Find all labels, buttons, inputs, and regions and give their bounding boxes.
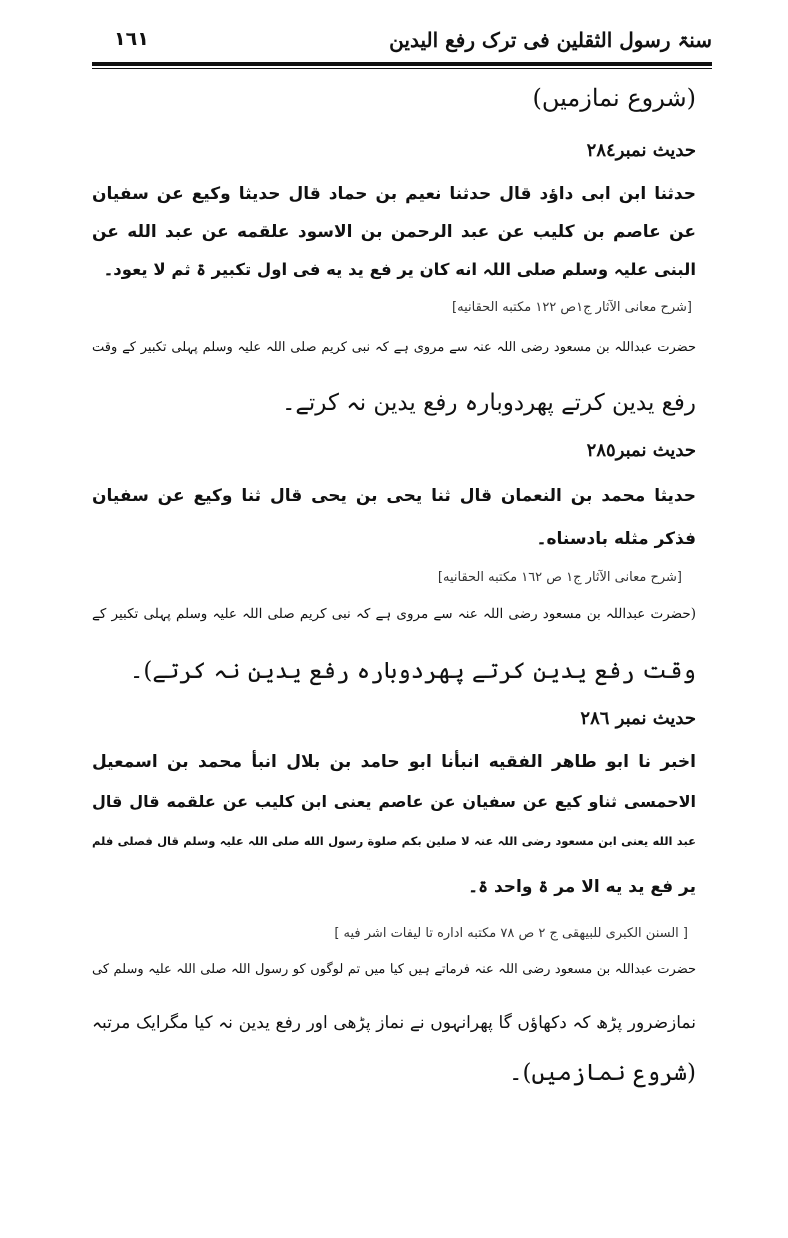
hadith-286-urdu-line: نمازضرور پڑھ کہ دکھاؤں گا پھرانہوں نے نماز پڑھی اور رفع یدین نہ کیا مگرایک مرتبہ: [92, 1013, 696, 1033]
hadith-284-heading: حدیث نمبر٢٨٤: [586, 140, 696, 161]
running-header: [92, 18, 712, 68]
hadith-285-urdu-line: وقت رفع یدین کرتے پھردوبارہ رفع یدین نہ کرتے)۔: [129, 658, 696, 684]
hadith-286-urdu-line: حضرت عبداللہ بن مسعود رضی اللہ عنہ فرماتے ہیں کیا میں تم لوگوں کو رسول اللہ صلی اللہ علیہ وسلم کی: [92, 962, 696, 977]
hadith-285-arabic-line: حدیثا محمد بن النعمان قال ثنا یحی بن یحی قال ثنا وکیع عن سفیان: [92, 486, 696, 506]
hadith-286-urdu-line: (شروع نمازمیں)۔: [509, 1060, 696, 1086]
hadith-285-arabic-line: فذکر مثله بادسناه۔: [536, 529, 696, 549]
hadith-286-arabic-line: یر فع ید یه الا مر ۃ واحد ۃ۔: [468, 877, 696, 897]
intro-text: (شروع نمازمیں): [532, 84, 696, 112]
header-rule-thin: [92, 68, 712, 69]
hadith-284-urdu-line: رفع یدین کرتے پھردوبارہ رفع یدین نہ کرتے۔: [281, 390, 696, 416]
hadith-284-reference: [شرح معانی الآثار ج١ص ١٢٢ مکتبه الحقانیه]: [452, 300, 692, 315]
hadith-284-arabic-line: عن عاصم بن کلیب عن عبد الرحمن بن الاسود علقمه عن عبد الله عن: [92, 222, 696, 242]
hadith-286-arabic-line: الاحمسی ثناو کیع عن سفیان عن عاصم یعنی ابن کلیب عن علقمه قال قال: [92, 792, 696, 811]
hadith-286-reference: [ السنن الکبری للبیهقی ج ٢ ص ٧٨ مکتبه اداره تا لیفات اشر فیه ]: [334, 926, 688, 941]
hadith-286-arabic-line: اخبر نا ابو طاهر الفقیه انبأنا ابو حامد بن بلال انبأ محمد بن اسمعیل: [92, 752, 696, 772]
hadith-284-arabic-line: البنی علیہ وسلم صلی اللہ انه کان یر فع ید یه فی اول تکبیر ۃ ثم لا یعود۔: [103, 260, 696, 279]
hadith-284-arabic-line: حدثنا ابن ابی داؤد قال حدثنا نعیم بن حماد قال حدیثا وکیع عن سفیان: [92, 184, 696, 204]
book-title: سنۃ رسول الثقلین فی ترک رفع الیدین: [389, 28, 712, 52]
hadith-286-heading: حدیث نمبر ٢٨٦: [580, 708, 696, 729]
hadith-285-heading: حدیث نمبر٢٨٥: [586, 440, 696, 461]
page-number: ١٦١: [114, 28, 149, 50]
hadith-285-reference: [شرح معانی الآثار ج١ ص ١٦٢ مکتبه الحقانیه]: [437, 570, 682, 585]
hadith-286-arabic-line: عبد الله یعنی ابن مسعود رضی اللہ عنہ لا صلین بکم صلوة رسول الله صلی اللہ علیہ وسلم قال فصلی فلم: [92, 834, 696, 848]
hadith-285-urdu-line: (حضرت عبداللہ بن مسعود رضی اللہ عنہ سے مروی ہے کہ نبی کریم صلی اللہ علیہ وسلم پہلی تکبیر کے: [92, 606, 696, 622]
header-rule-thick: [92, 62, 712, 66]
hadith-284-urdu-line: حضرت عبداللہ بن مسعود رضی اللہ عنہ سے مروی ہے کہ نبی کریم صلی اللہ علیہ وسلم پہلی تکبیر کے وقت: [92, 340, 696, 355]
